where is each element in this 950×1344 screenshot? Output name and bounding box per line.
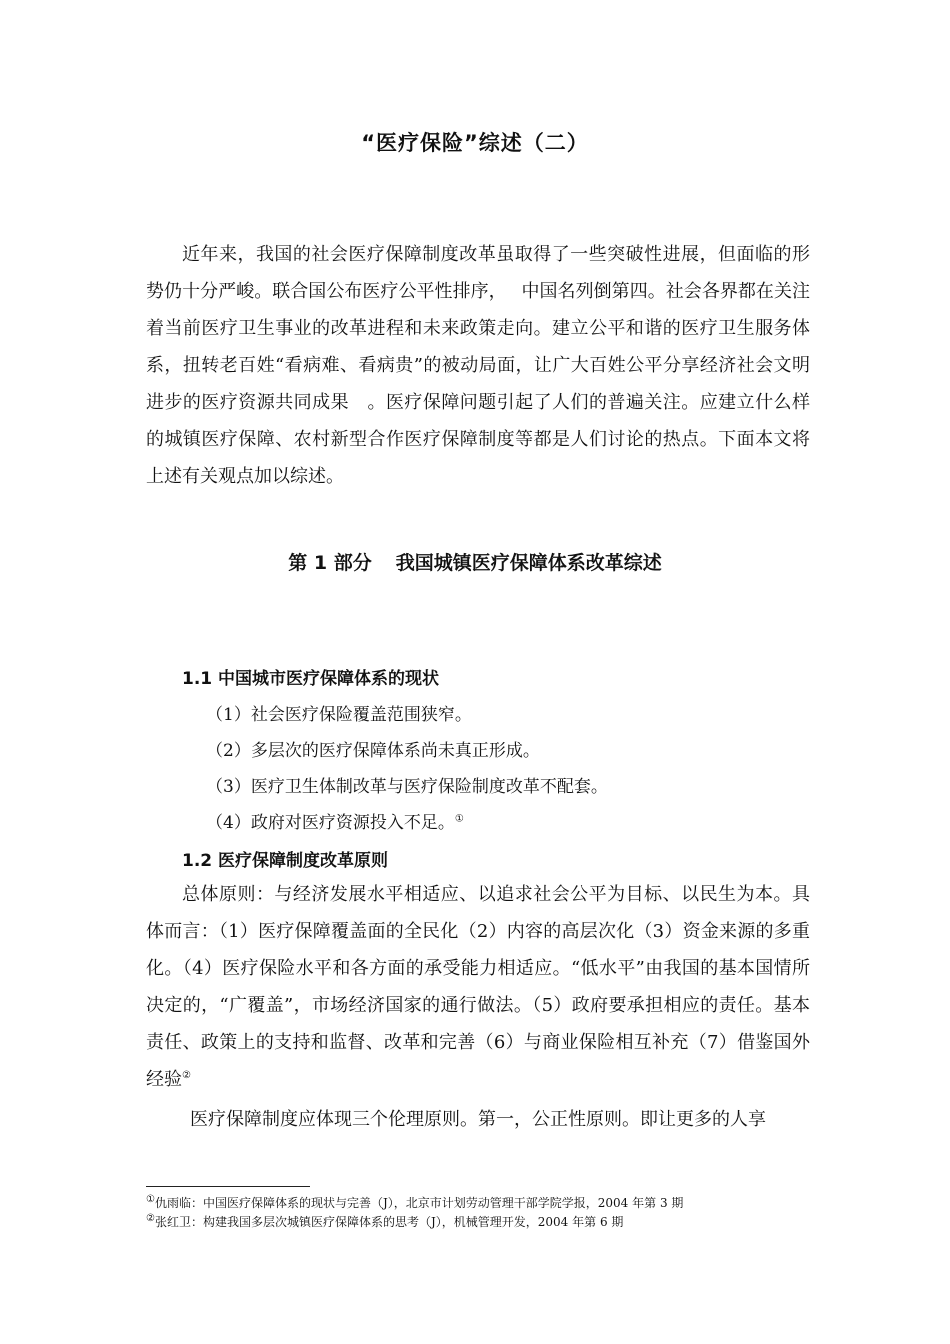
- list-item-text: （4）政府对医疗资源投入不足。: [206, 813, 455, 833]
- list-item: [206, 808, 464, 833]
- list-item: （1）社会医疗保险覆盖范围狭窄。: [206, 705, 472, 725]
- footnote-text: 张红卫：构建我国多层次城镇医疗保障体系的思考（J），机械管理开发，2004 年第 6 期: [154, 1215, 624, 1229]
- footnote-2: [146, 1213, 623, 1230]
- subsection-heading-1-2: 1.2 医疗保障制度改革原则: [182, 851, 389, 871]
- subsection-heading-1-1: 1.1 中国城市医疗保障体系的现状: [182, 669, 440, 689]
- footnote-ref-1[interactable]: ①: [454, 813, 464, 825]
- principles-text: 总体原则：与经济发展水平相适应、以追求社会公平为目标、以民生为本。具体而言：（1）医疗保障覆盖面的全民化（2）内容的高层次化（3）资金来源的多重化。（4）医疗保险水平和各方面的承受能力相适应。“低水平”由我国的基本国情所决定的，“广覆盖”，市场经济国家的通行做法。（5）政府要承担相应的责任。基本责任、政策上的支持和监督、改革和完善（6）与商业保险相互补充（7）借鉴国外经验: [146, 884, 810, 1090]
- footnote-mark: ②: [146, 1213, 155, 1224]
- footnote-text: 仇雨临：中国医疗保障体系的现状与完善（J），北京市计划劳动管理干部学院学报，2004 年第 3 期: [154, 1196, 684, 1210]
- footnote-1: [146, 1194, 683, 1211]
- section-number: 第 1 部分: [288, 552, 372, 574]
- principles-paragraph: [146, 876, 810, 1098]
- footnote-divider: [146, 1186, 310, 1187]
- list-item: （3）医疗卫生体制改革与医疗保险制度改革不配套。: [206, 777, 608, 797]
- document-title: “医疗保险”综述（二）: [361, 131, 589, 155]
- intro-paragraph: 近年来，我国的社会医疗保障制度改革虽取得了一些突破性进展，但面临的形势仍十分严峻。联合国公布医疗公平性排序， 中国名列倒第四。社会各界都在关注着当前医疗卫生事业的改革进程和未来政策走向。建立公平和谐的医疗卫生服务体系，扭转老百姓“看病难、看病贵”的被动局面，让广大百姓公平分享经济社会文明进步的医疗资源共同成果 。医疗保障问题引起了人们的普遍关注。应建立什么样的城镇医疗保障、农村新型合作医疗保障制度等都是人们讨论的热点。下面本文将上述有关观点加以综述。: [146, 244, 810, 487]
- list-item: （2）多层次的医疗保障体系尚未真正形成。: [206, 741, 540, 761]
- section-title: 我国城镇医疗保障体系改革综述: [395, 552, 662, 574]
- footnote-ref-2[interactable]: ②: [182, 1070, 191, 1081]
- footnote-mark: ①: [146, 1194, 155, 1205]
- section-heading: [0, 548, 950, 575]
- ethics-paragraph: 医疗保障制度应体现三个伦理原则。第一，公正性原则。即让更多的人享: [190, 1109, 766, 1130]
